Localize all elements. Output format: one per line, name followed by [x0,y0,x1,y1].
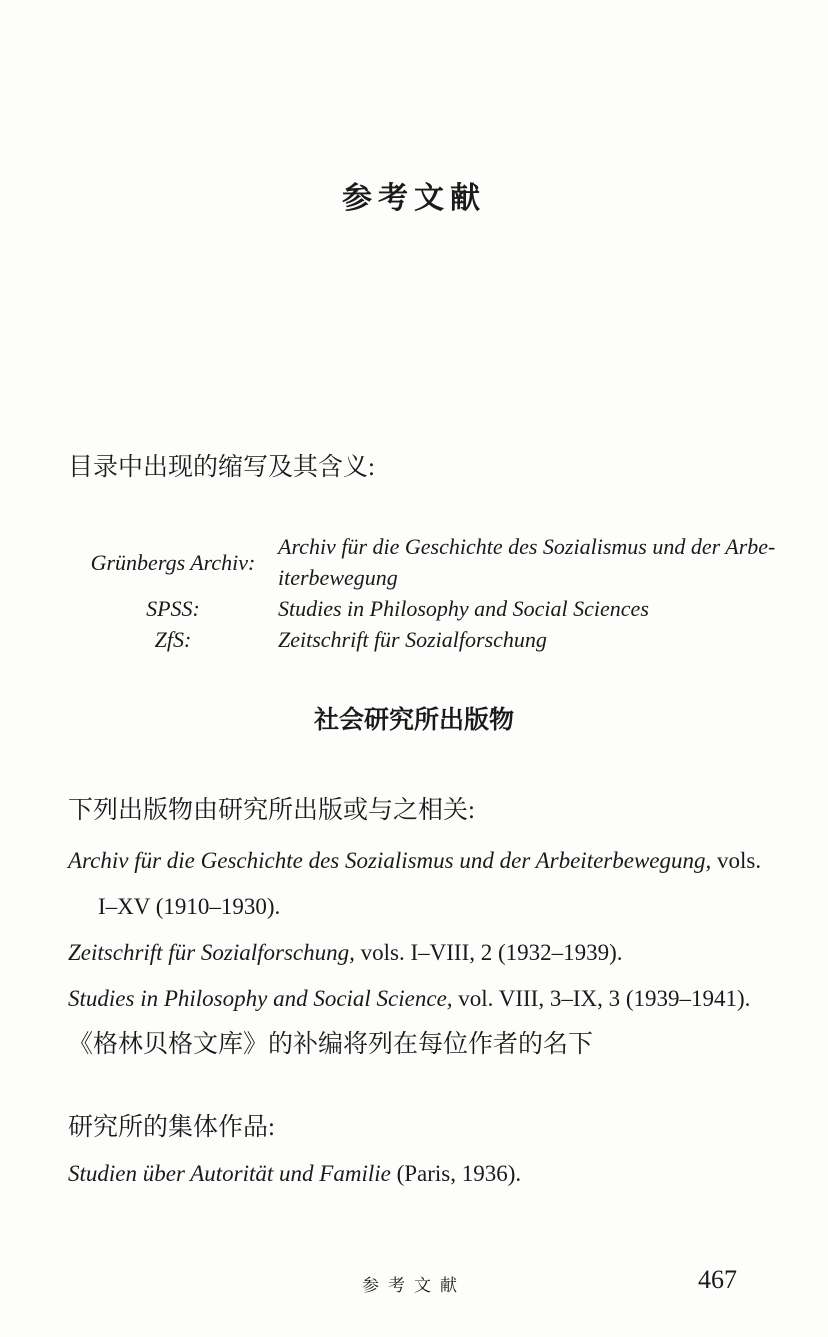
collective-heading: 研究所的集体作品: [68,1114,275,1141]
abbreviation-label: Grünbergs Archiv: [90,549,256,575]
definition-line: iterbewegung [278,565,398,590]
work-detail: vols. [711,848,762,873]
definition-line: Zeitschrift für Sozialforschung [278,627,547,652]
abbreviation-definition [278,593,768,624]
bibliography-entry-line [68,930,768,976]
abbreviation-row [68,531,776,593]
abbreviation-row [68,624,768,655]
abbreviation-label: SPSS: [146,596,200,621]
section-heading: 社会研究所出版物 [313,707,514,734]
abbreviations-intro: 目录中出现的缩写及其含义: [68,454,375,481]
abbreviation-label: ZfS: [154,627,192,652]
collective-works [68,1105,768,1197]
footer-page-number: 467 [698,1265,737,1294]
definition-line: Studies in Philosophy and Social Sciences [278,596,649,621]
footer-running-title: 参考文献 [362,1276,466,1295]
work-title: Studien über Autorität und Familie [68,1161,391,1186]
work-title: Archiv für die Geschichte des Sozialismus und der Arbeiterbewegung, [68,848,712,873]
abbreviations-table [68,531,776,655]
abbreviation-definition [278,531,775,593]
work-detail: (Paris, 1936). [390,1161,522,1186]
definition-line: Archiv für die Geschichte des Sozialismus und der Arbe- [278,534,776,559]
bibliography-entry-line [68,884,768,930]
page-title: 参考文献 [342,182,486,215]
abbreviation-definition [278,624,768,655]
work-title: Zeitschrift für Sozialforschung, [68,940,355,965]
section-intro: 下列出版物由研究所出版或与之相关: [68,797,475,824]
bibliography-note: 《格林贝格文库》的补编将列在每位作者的名下 [68,1031,594,1058]
work-detail: vol. VIII, 3–IX, 3 (1939–1941). [452,986,751,1011]
work-detail: I–XV (1910–1930). [98,894,281,919]
work-title: Studies in Philosophy and Social Science, [68,986,453,1011]
collective-entry [68,1151,768,1197]
bibliography-list [68,838,768,1068]
abbreviation-row [68,593,768,624]
bibliography-entry-line [68,838,768,884]
work-detail: vols. I–VIII, 2 (1932–1939). [354,940,623,965]
bibliography-entry-line [68,976,768,1022]
